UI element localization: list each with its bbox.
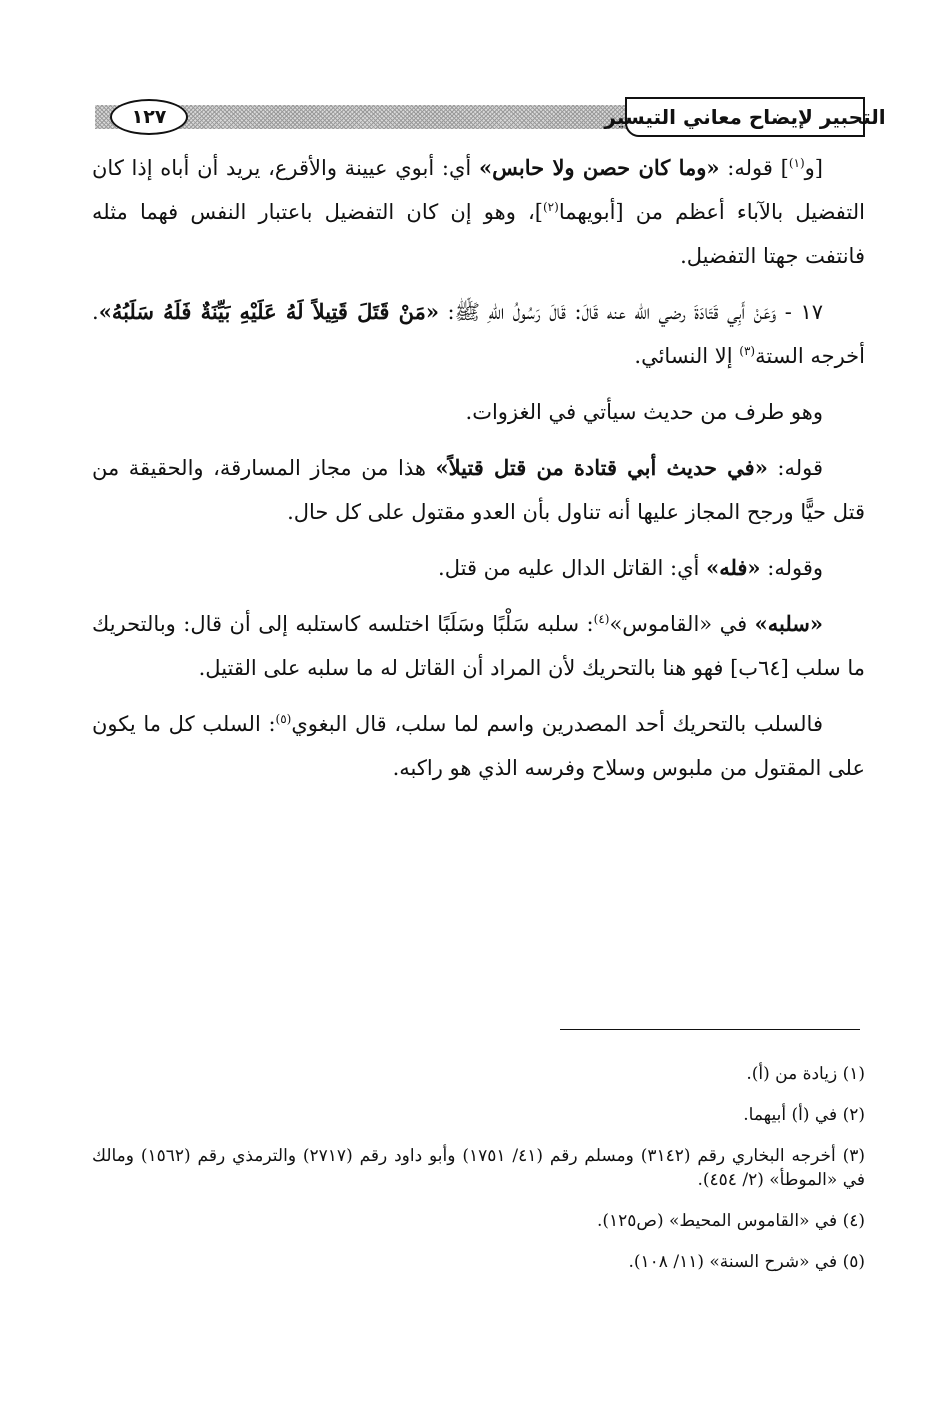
hadith-number: ١٧ - — [776, 300, 823, 324]
paragraph-5 — [92, 546, 865, 590]
paragraph-hadith-17 — [92, 290, 865, 378]
running-header — [95, 95, 886, 141]
p6-text-a: في «القاموس» — [609, 612, 755, 636]
footnote-separator — [560, 1029, 860, 1030]
footnote-1: (١) زيادة من (أ). — [746, 1064, 865, 1084]
paragraph-3: وهو طرف من حديث سيأتي في الغزوات. — [465, 400, 823, 424]
footnote-ref-5[interactable]: (٥) — [275, 712, 292, 726]
footnote-5: (٥) في «شرح السنة» (١١/ ١٠٨). — [628, 1252, 865, 1272]
main-text — [92, 146, 865, 802]
paragraph-4 — [92, 446, 865, 534]
footnote-3: (٣) أخرجه البخاري رقم (٣١٤٢) ومسلم رقم (٤١/ ١٧٥١) وأبو داود رقم (٢٧١٧) والترمذي رقم (١٥٦٢) ومالك في «الموطأ» (٢/ ٤٥٤). — [92, 1146, 865, 1190]
p1-open-bracket: [و — [804, 156, 823, 180]
p4-lead: قوله: — [767, 456, 824, 480]
p1-text-a: أي: أبوي عيينة والأقرع، يريد أن أباه إذا كان التفضيل بالآباء أعظم من [أبويهما — [92, 156, 865, 224]
footnote-ref-3[interactable]: (٣) — [739, 344, 756, 358]
p6-quote: «سلبه» — [754, 611, 824, 636]
p5-text: أي: القاتل الدال عليه من قتل. — [438, 556, 707, 580]
p4-quote: «في حديث أبي قتادة من قتل قتيلاً» — [435, 455, 768, 480]
p4-text: هذا من مجاز المسارقة، والحقيقة من قتل حيًّا ورجح المجاز عليها أنه تناول بأن العدو مقتول على كل حال. — [92, 456, 865, 524]
footnote-ref-4[interactable]: (٤) — [593, 612, 610, 626]
paragraph-7 — [92, 702, 865, 790]
book-title: التحبير لإيضاح معاني التيسير — [604, 105, 886, 129]
p6-text-b: : سلبه سَلْبًا وسَلَبًا اختلسه كاستلبه إلى أن قال: وبالتحريك ما سلب [٦٤ب] فهو هنا بالتحريك لأن المراد أن القاتل له ما سلبه على القتيل. — [92, 612, 865, 680]
hadith-narration: وَعَنْ أَبِي قَتَادَةَ رضي الله عنه قَالَ: قَالَ رَسُولُ اللهِ ﷺ: — [438, 300, 777, 324]
header-title-box — [604, 97, 886, 137]
paragraph-1 — [92, 146, 865, 278]
p1-text-b: ]، وهو إن كان التفضيل باعتبار النفس فهما مثله فانتفت جهتا التفضيل. — [92, 200, 865, 268]
footnotes — [92, 1062, 865, 1291]
p1-quote: «وما كان حصن ولا حابس» — [478, 155, 720, 180]
paragraph-6 — [92, 602, 865, 690]
footnote-4: (٤) في «القاموس المحيط» (ص١٢٥). — [596, 1211, 865, 1231]
hadith-text: «مَنْ قَتَلَ قَتِيلاً لَهُ عَلَيْهِ بَيِّنَةٌ فَلَهُ سَلَبُهُ» — [98, 299, 439, 324]
p5-quote: «فله» — [706, 555, 761, 580]
page-number: ١٢٧ — [131, 106, 167, 128]
p5-lead: وقوله: — [760, 556, 823, 580]
hadith-tail: إلا النسائي. — [634, 344, 740, 368]
p1-lead: ] قوله: — [719, 156, 789, 180]
hadith-takhrij: . أخرجه الستة — [92, 300, 865, 368]
p7-text-a: فالسلب بالتحريك أحد المصدرين واسم لما سلب، قال البغوي — [291, 712, 823, 736]
footnote-ref-1[interactable]: (١) — [788, 156, 805, 170]
footnote-ref-2[interactable]: (٢) — [542, 200, 559, 214]
footnote-2: (٢) في (أ) أبيهما. — [743, 1105, 865, 1125]
page-number-oval — [110, 99, 188, 135]
p7-text-b: : السلب كل ما يكون على المقتول من ملبوس وسلاح وفرسه الذي هو راكبه. — [92, 712, 865, 780]
